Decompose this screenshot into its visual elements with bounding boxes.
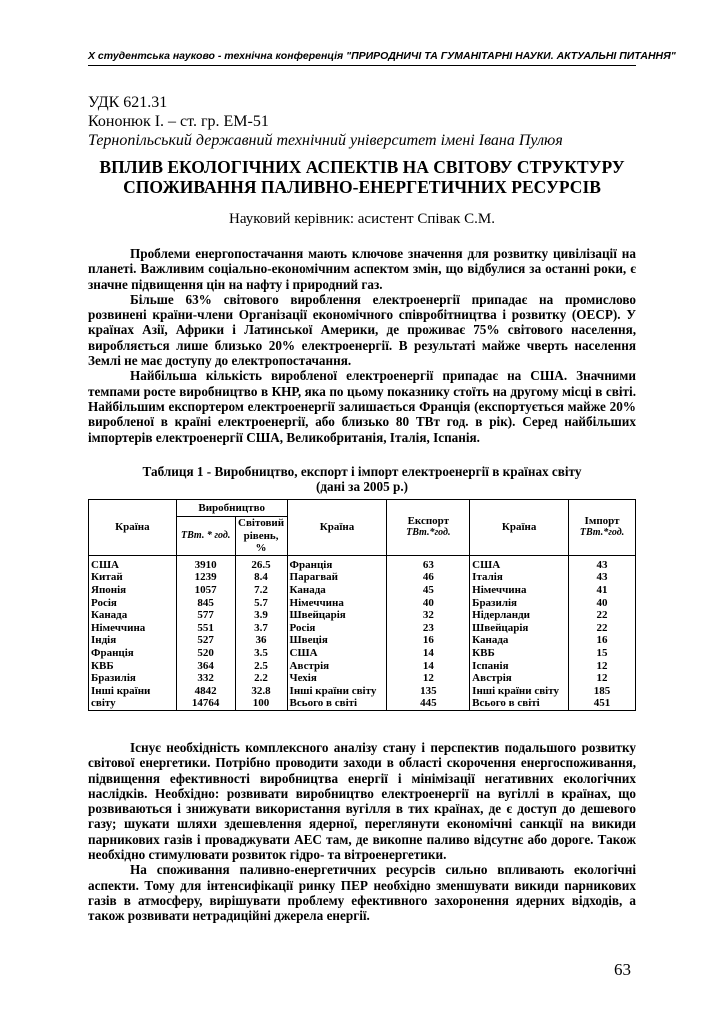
- university-line: Тернопільський державний технічний університет імені Івана Пулюя: [88, 132, 563, 149]
- row-export-country: Канада: [287, 584, 387, 597]
- col-header-prod-unit: ТВт. * год.: [176, 517, 235, 556]
- table-row: [89, 597, 636, 610]
- col-header-export: [387, 500, 470, 556]
- row-export-country: Парагвай: [287, 571, 387, 584]
- row-import-country: Німеччина: [470, 584, 569, 597]
- page-number: 63: [614, 960, 631, 979]
- row-country: Інші країни: [89, 685, 177, 698]
- row-import-value: 43: [569, 555, 636, 571]
- row-country: КВБ: [89, 660, 177, 673]
- title-line-1: ВПЛИВ ЕКОЛОГІЧНИХ АСПЕКТІВ НА СВІТОВУ СТРУКТУРУ: [99, 157, 625, 177]
- col-header-production: Виробництво: [176, 500, 287, 517]
- row-world-share: 32.8: [235, 685, 287, 698]
- row-import-value: 40: [569, 597, 636, 610]
- row-export-value: 46: [387, 571, 470, 584]
- row-world-share: 2.2: [235, 672, 287, 685]
- table-row: [89, 622, 636, 635]
- row-export-country: Австрія: [287, 660, 387, 673]
- energy-table: [88, 499, 636, 711]
- table-caption: [88, 464, 636, 495]
- row-export-country: Швейцарія: [287, 609, 387, 622]
- row-world-share: 36: [235, 634, 287, 647]
- row-production: 845: [176, 597, 235, 610]
- table-row: [89, 609, 636, 622]
- export-unit: ТВт.*год.: [406, 527, 451, 539]
- row-export-country: Чехія: [287, 672, 387, 685]
- row-country: Канада: [89, 609, 177, 622]
- row-export-value: 23: [387, 622, 470, 635]
- row-import-value: 43: [569, 571, 636, 584]
- row-production: 364: [176, 660, 235, 673]
- row-world-share: 100: [235, 697, 287, 710]
- row-import-value: 22: [569, 622, 636, 635]
- row-world-share: 7.2: [235, 584, 287, 597]
- col-header-world-level: Світовий рівень, %: [235, 517, 287, 556]
- import-unit: ТВт.*год.: [579, 527, 625, 539]
- row-export-value: 12: [387, 672, 470, 685]
- row-world-share: 8.4: [235, 571, 287, 584]
- export-label: Експорт: [407, 514, 450, 527]
- row-country: Китай: [89, 571, 177, 584]
- row-production: 332: [176, 672, 235, 685]
- row-import-country: Швейцарія: [470, 622, 569, 635]
- paragraph: Більше 63% світового вироблення електроенергії припадає на промислово розвинені країни-члени Організації економічного співробітництва і розвитку (ОЕСР). У країнах Азії, Африки і Латинської Америки, де проживає 75% світового населення, виробляється лише близько 20% електроенергії. В результаті майже чверть населення Землі не має доступу до електропостачання.: [88, 291, 636, 369]
- row-export-value: 445: [387, 697, 470, 710]
- table-caption-line-1: Таблиця 1 - Виробництво, експорт і імпорт електроенергії в країнах світу: [142, 464, 582, 479]
- row-country: світу: [89, 697, 177, 710]
- row-country: Японія: [89, 584, 177, 597]
- row-country: Німеччина: [89, 622, 177, 635]
- row-export-value: 63: [387, 555, 470, 571]
- row-production: 4842: [176, 685, 235, 698]
- row-export-country: Всього в світі: [287, 697, 387, 710]
- row-export-country: Німеччина: [287, 597, 387, 610]
- paragraph: Існує необхідність комплексного аналізу стану і перспектив подальшого розвитку світової енергетики. Потрібно проводити заходи в області скорочення енергоспоживання, підвищення ефективності виробництва енергії і мінімізації негативних екологічних наслідків. Необхідно: розвивати виробництво електроенергії на вугіллі в країнах, що розвиваються і знижувати використання вугілля в тих країнах, де є доступ до дешевого газу; шукати шляхи здешевлення ядерної, переглянути економічні санкції на викиди парникових газів і проваджувати АЕС там, де викопне паливо відсутнє або дороге. Також необхідно стимулювати розвиток гідро- та вітроенергетики.: [88, 740, 636, 863]
- table-row: [89, 697, 636, 710]
- row-export-value: 32: [387, 609, 470, 622]
- row-import-value: 12: [569, 660, 636, 673]
- row-import-value: 15: [569, 647, 636, 660]
- row-import-country: Інші країни світу: [470, 685, 569, 698]
- table-row: [89, 584, 636, 597]
- row-world-share: 26.5: [235, 555, 287, 571]
- supervisor-line: Науковий керівник: асистент Співак С.М.: [229, 211, 495, 227]
- row-country: США: [89, 555, 177, 571]
- table-row: [89, 672, 636, 685]
- row-export-value: 135: [387, 685, 470, 698]
- row-import-country: Всього в світі: [470, 697, 569, 710]
- paragraph: На споживання паливно-енергетичних ресурсів сильно впливають екологічні аспекти. Тому для інтенсифікації ринку ПЕР необхідно зменшувати викиди парникових газів в атмосферу, вирішувати проблему ефективного захоронення ядерних відходів, а також розвивати нетрадиційні джерела енергії.: [88, 862, 636, 924]
- row-production: 577: [176, 609, 235, 622]
- row-import-country: Італія: [470, 571, 569, 584]
- conclusion-text: [88, 740, 636, 924]
- row-country: Бразилія: [89, 672, 177, 685]
- col-header-country: Країна: [89, 500, 177, 556]
- table-row: [89, 647, 636, 660]
- row-export-value: 16: [387, 634, 470, 647]
- conference-header: Х студентська науково - технічна конференція "ПРИРОДНИЧІ ТА ГУМАНІТАРНІ НАУКИ. АКТУАЛЬНІ ПИТАННЯ": [88, 50, 636, 66]
- paper-title: [80, 157, 644, 197]
- row-export-country: Франція: [287, 555, 387, 571]
- table-row: [89, 685, 636, 698]
- row-import-country: Австрія: [470, 672, 569, 685]
- row-import-country: Канада: [470, 634, 569, 647]
- table-row: [89, 660, 636, 673]
- row-import-value: 41: [569, 584, 636, 597]
- row-import-value: 22: [569, 609, 636, 622]
- row-production: 551: [176, 622, 235, 635]
- row-world-share: 3.9: [235, 609, 287, 622]
- row-production: 1239: [176, 571, 235, 584]
- row-import-country: КВБ: [470, 647, 569, 660]
- col-header-export-country: Країна: [287, 500, 387, 556]
- row-import-country: Іспанія: [470, 660, 569, 673]
- row-import-country: Нідерланди: [470, 609, 569, 622]
- col-header-import: [569, 500, 636, 556]
- intro-text: [88, 246, 636, 445]
- row-import-value: 185: [569, 685, 636, 698]
- row-export-country: США: [287, 647, 387, 660]
- row-import-country: США: [470, 555, 569, 571]
- row-import-country: Бразилія: [470, 597, 569, 610]
- paragraph: Найбільша кількість виробленої електроенергії припадає на США. Значними темпами росте виробництво в КНР, яка по цьому показнику стоїть на другому місці в світі. Найбільшим експортером електроенергії залишається Франція (експортується майже 20% виробленої в країні електроенергії, або близько 80 ТВт год. в рік). Серед найбільших імпортерів електроенергії США, Великобританія, Італія, Іспанія.: [88, 368, 636, 445]
- row-export-value: 14: [387, 647, 470, 660]
- udk-code: УДК 621.31: [88, 94, 168, 111]
- row-export-country: Росія: [287, 622, 387, 635]
- table-row: [89, 571, 636, 584]
- row-country: Франція: [89, 647, 177, 660]
- row-world-share: 2.5: [235, 660, 287, 673]
- title-line-2: СПОЖИВАННЯ ПАЛИВНО-ЕНЕРГЕТИЧНИХ РЕСУРСІВ: [123, 177, 601, 197]
- row-production: 3910: [176, 555, 235, 571]
- row-export-value: 14: [387, 660, 470, 673]
- row-country: Індія: [89, 634, 177, 647]
- row-import-value: 16: [569, 634, 636, 647]
- row-production: 527: [176, 634, 235, 647]
- import-label: Імпорт: [584, 514, 620, 527]
- row-export-country: Швеція: [287, 634, 387, 647]
- row-world-share: 5.7: [235, 597, 287, 610]
- table-body: [89, 555, 636, 710]
- author-line: Кононюк І. – ст. гр. ЕМ-51: [88, 113, 269, 130]
- row-production: 14764: [176, 697, 235, 710]
- row-country: Росія: [89, 597, 177, 610]
- row-import-value: 451: [569, 697, 636, 710]
- row-export-value: 40: [387, 597, 470, 610]
- row-world-share: 3.7: [235, 622, 287, 635]
- row-production: 1057: [176, 584, 235, 597]
- table-row: [89, 555, 636, 571]
- paragraph: Проблеми енергопостачання мають ключове значення для розвитку цивілізації на планеті. Важливим соціально-економічним аспектом змін, що відбулися за останні роки, є значне підвищення цін на нафту і природний газ.: [88, 246, 636, 292]
- row-export-country: Інші країни світу: [287, 685, 387, 698]
- table-caption-line-2: (дані за 2005 р.): [315, 479, 409, 495]
- table-row: [89, 634, 636, 647]
- col-header-import-country: Країна: [470, 500, 569, 556]
- row-production: 520: [176, 647, 235, 660]
- row-world-share: 3.5: [235, 647, 287, 660]
- row-export-value: 45: [387, 584, 470, 597]
- row-import-value: 12: [569, 672, 636, 685]
